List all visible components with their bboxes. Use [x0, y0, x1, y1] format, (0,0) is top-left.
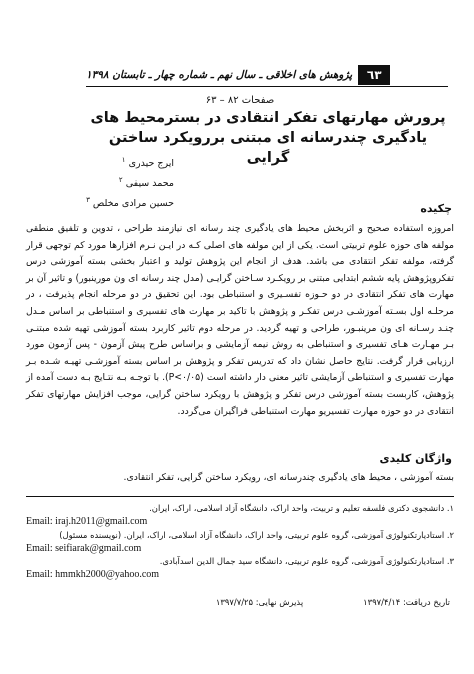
footnote-divider	[26, 496, 454, 497]
footnote-affiliation: ۱. دانشجوی دکتری فلسفه تعلیم و تربیت، واحد اراک، دانشگاه آزاد اسلامی، اراک، ایران.	[149, 503, 454, 513]
pages-range: صفحات ۸۲ – ۶۳	[205, 95, 275, 106]
author	[14, 152, 174, 172]
page-number-badge: ٦٣	[358, 65, 390, 85]
footnote-affiliation: ۳. استادیارتکنولوژی آموزشی، گروه علوم تربیتی، دانشگاه سید جمال الدین اسدآبادی.	[159, 556, 454, 567]
received-date: تاریخ دریافت: ۱۳۹۷/۴/۱۴	[363, 597, 450, 607]
author-affiliation-mark: ۲	[118, 176, 123, 185]
author-affiliation-mark: ۳	[86, 196, 90, 205]
footnote-email[interactable]: Email: iraj.h2011@gmail.com	[26, 516, 148, 528]
keywords-text: بسته آموزشی ، محیط های یادگیری چندرسانه ای، رویکرد ساختن گرایی، تفکر انتقادی.	[123, 472, 454, 483]
title-line: یادگیری چندرسانه ای مبتنی بررویکرد ساختن گرایی	[108, 130, 428, 166]
keywords-heading: واژگان کلیدی	[379, 452, 452, 465]
author-name: ایرج حیدری	[128, 158, 174, 170]
header-divider	[86, 86, 448, 87]
running-header	[86, 64, 448, 86]
article-dates	[150, 596, 450, 609]
author	[14, 192, 174, 212]
journal-info: پژوهش های اخلاقی ـ سال نهم ـ شماره چهار ـ تابستان ۱۳۹۸	[86, 69, 353, 81]
accepted-date: پذیرش نهایی: ۱۳۹۷/۷/۲۵	[215, 597, 304, 607]
footnote-email[interactable]: Email: seifiarak@gmail.com	[26, 542, 142, 554]
abstract-heading: چکیده	[420, 202, 452, 215]
abstract-text: امروزه استفاده صحیح و اثربخش محیط های یادگیری چند رسانه ای نیازمند طراحی ، تدوین و تلفیق منطقی مولفه های حوزه علوم تربیتی است. یکی از این مولفه های اصلی کـه در ایـن نـرم افزارها مورد کم توجهی قرار گرفته، مولفه تفکر انتقادی می باشد. هدف از انجام این پژوهش تولید و اعتبار بخشی بسته آموزشی درس تفکروپژوهش پایه ششم ابتدایی مبتنی بر رویکـرد سـاختن گرایـی (مدل چند رسانه ای ون مورینبور) و تاثیر آن بر مهارت های تفکر انتقادی در دو حـوزه تفسـیری و استنباطی بود. این تحقیق در دو مرحله انجام پذیرفت ، در مرحلـه اول بسـته آموزشـی درس تفکـر و پژوهش با تاکید بر مهارت های تفسیری و استنباطی بر اساس مـدل چنـد رسـانه ای ون مرینبـور، طراحی و تهیه گردید. در مرحله دوم تاثیر کاربرد بسته آموزشی تهیه شده مبتنـی بـر مهـارت هـای تفسیری و استنباطی به روش نیمه آزمایشی و براساس طرح پیش آزمون - پس آزمون مورد ارزیابی قرار گرفت. نتایج حاصل نشان داد که تدریس تفکر و پژوهش بر اساس بسته آموزشـی تهیـه شـده بـر مهارت تفسیری و استنباطی آزمایشی تاثیر معنی دار داشته است (P<۰/۰۵). با توجـه بـه نتـایج بـه دست آمده از پژوهش، کاربست بسته آموزشی درس تفکر و پژوهش با رویکرد ساختن گرایی، موجب افزایش مهارتهای تفکر انتقادی در دو حوزه مهارت تفسیریو مهارت استنباطی فراگیران می‌گردد.	[26, 223, 454, 417]
footnote-affiliation: ۲. استادیارتکنولوژی آموزشی، گروه علوم تربیتی، واحد اراک، دانشگاه آزاد اسلامی، اراک، ایران. (نویسنده مسئول)	[59, 529, 454, 540]
author-list	[14, 152, 174, 212]
author-name: محمد سیفی	[125, 178, 174, 190]
footnotes	[26, 502, 454, 582]
title-line: پرورش مهارتهای تفکر انتقادی در بسترمحیط های	[90, 110, 446, 126]
author	[14, 172, 174, 192]
author-name: حسین مرادی مخلص	[92, 198, 174, 210]
author-affiliation-mark: ۱	[121, 156, 126, 164]
footnote-email[interactable]: Email: hmmkh2000@yahoo.com	[26, 569, 160, 581]
